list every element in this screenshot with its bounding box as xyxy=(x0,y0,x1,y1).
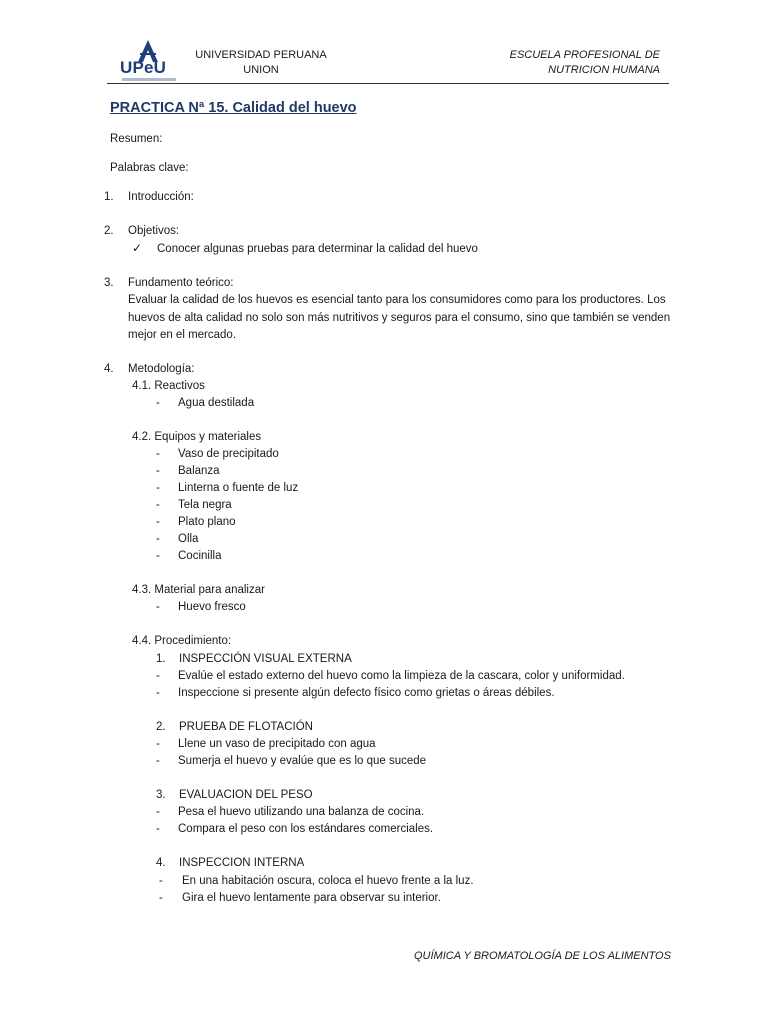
university-line-1: UNIVERSIDAD PERUANA xyxy=(195,49,327,61)
page-title: PRACTICA Nª 15. Calidad del huevo xyxy=(110,100,357,116)
bullet-dash: - xyxy=(159,892,163,904)
palabras-clave-label: Palabras clave: xyxy=(110,162,189,174)
university-line-2: UNION xyxy=(243,64,279,76)
objective-text: Conocer algunas pruebas para determinar la calidad del huevo xyxy=(157,243,478,255)
list-item: Plato plano xyxy=(178,516,236,528)
bullet-dash: - xyxy=(156,482,160,494)
logo-text: UPeU xyxy=(120,58,167,77)
step-1-title: INSPECCIÓN VISUAL EXTERNA xyxy=(179,653,352,665)
section-1-label: Introducción: xyxy=(128,191,194,203)
bullet-dash: - xyxy=(156,397,160,409)
resumen-label: Resumen: xyxy=(110,133,163,145)
section-4-label: Metodología: xyxy=(128,363,195,375)
school-line-1: ESCUELA PROFESIONAL DE xyxy=(509,49,660,61)
step-2-number: 2. xyxy=(156,721,166,733)
fundamento-paragraph: Evaluar la calidad de los huevos es esencial tanto para los consumidores como para los productores. Los huevos de alta calidad no solo son más nutritivos y seguros para el consumo, sino que también se venden mejor en el mercado. xyxy=(128,294,671,341)
step-3-title: EVALUACION DEL PESO xyxy=(179,789,313,801)
list-item: Compara el peso con los estándares comerciales. xyxy=(178,823,434,835)
checkmark-icon: ✓ xyxy=(132,241,143,255)
bullet-dash: - xyxy=(159,875,163,887)
list-item: Vaso de precipitado xyxy=(178,448,279,460)
bullet-dash: - xyxy=(156,755,160,767)
list-item: Huevo fresco xyxy=(178,601,246,613)
upeu-logo xyxy=(118,40,180,82)
list-item: Pesa el huevo utilizando una balanza de cocina. xyxy=(178,806,425,818)
material-heading: 4.3. Material para analizar xyxy=(132,584,265,596)
bullet-dash: - xyxy=(156,465,160,477)
step-1-number: 1. xyxy=(156,653,166,665)
reactivos-heading: 4.1. Reactivos xyxy=(132,380,205,392)
bullet-dash: - xyxy=(156,687,160,699)
procedimiento-heading: 4.4. Procedimiento: xyxy=(132,635,232,647)
step-4-title: INSPECCION INTERNA xyxy=(179,857,305,869)
bullet-dash: - xyxy=(156,448,160,460)
step-2-title: PRUEBA DE FLOTACIÓN xyxy=(179,721,313,733)
list-item: Cocinilla xyxy=(178,550,222,562)
list-item: En una habitación oscura, coloca el huevo frente a la luz. xyxy=(182,875,474,887)
section-2-number: 2. xyxy=(104,225,114,237)
footer-course-name: QUÍMICA Y BROMATOLOGÍA DE LOS ALIMENTOS xyxy=(414,950,671,962)
list-item: Linterna o fuente de luz xyxy=(178,482,299,494)
bullet-dash: - xyxy=(156,533,160,545)
list-item: Balanza xyxy=(178,465,220,477)
section-3-number: 3. xyxy=(104,277,114,289)
list-item: Gira el huevo lentamente para observar su interior. xyxy=(182,892,441,904)
list-item: Evalúe el estado externo del huevo como la limpieza de la cascara, color y uniformidad. xyxy=(178,670,625,682)
list-item: Olla xyxy=(178,533,199,545)
step-4-number: 4. xyxy=(156,857,166,869)
section-3-label: Fundamento teórico: xyxy=(128,277,234,289)
list-item: Tela negra xyxy=(178,499,232,511)
bullet-dash: - xyxy=(156,738,160,750)
equipos-heading: 4.2. Equipos y materiales xyxy=(132,431,262,443)
bullet-dash: - xyxy=(156,516,160,528)
list-item: Sumerja el huevo y evalúe que es lo que sucede xyxy=(178,755,427,767)
bullet-dash: - xyxy=(156,550,160,562)
logo-subtitle-line xyxy=(122,78,176,81)
school-name xyxy=(480,48,660,78)
bullet-dash: - xyxy=(156,499,160,511)
list-item: Llene un vaso de precipitado con agua xyxy=(178,738,376,750)
list-item: Agua destilada xyxy=(178,397,255,409)
step-3-number: 3. xyxy=(156,789,166,801)
bullet-dash: - xyxy=(156,823,160,835)
school-line-2: NUTRICION HUMANA xyxy=(548,64,660,76)
university-name xyxy=(192,48,330,78)
section-4-number: 4. xyxy=(104,363,114,375)
section-2-label: Objetivos: xyxy=(128,225,180,237)
bullet-dash: - xyxy=(156,670,160,682)
bullet-dash: - xyxy=(156,601,160,613)
list-item: Inspeccione si presente algún defecto físico como grietas o áreas débiles. xyxy=(178,687,555,699)
section-1-number: 1. xyxy=(104,191,114,203)
bullet-dash: - xyxy=(156,806,160,818)
header-divider xyxy=(107,83,669,84)
